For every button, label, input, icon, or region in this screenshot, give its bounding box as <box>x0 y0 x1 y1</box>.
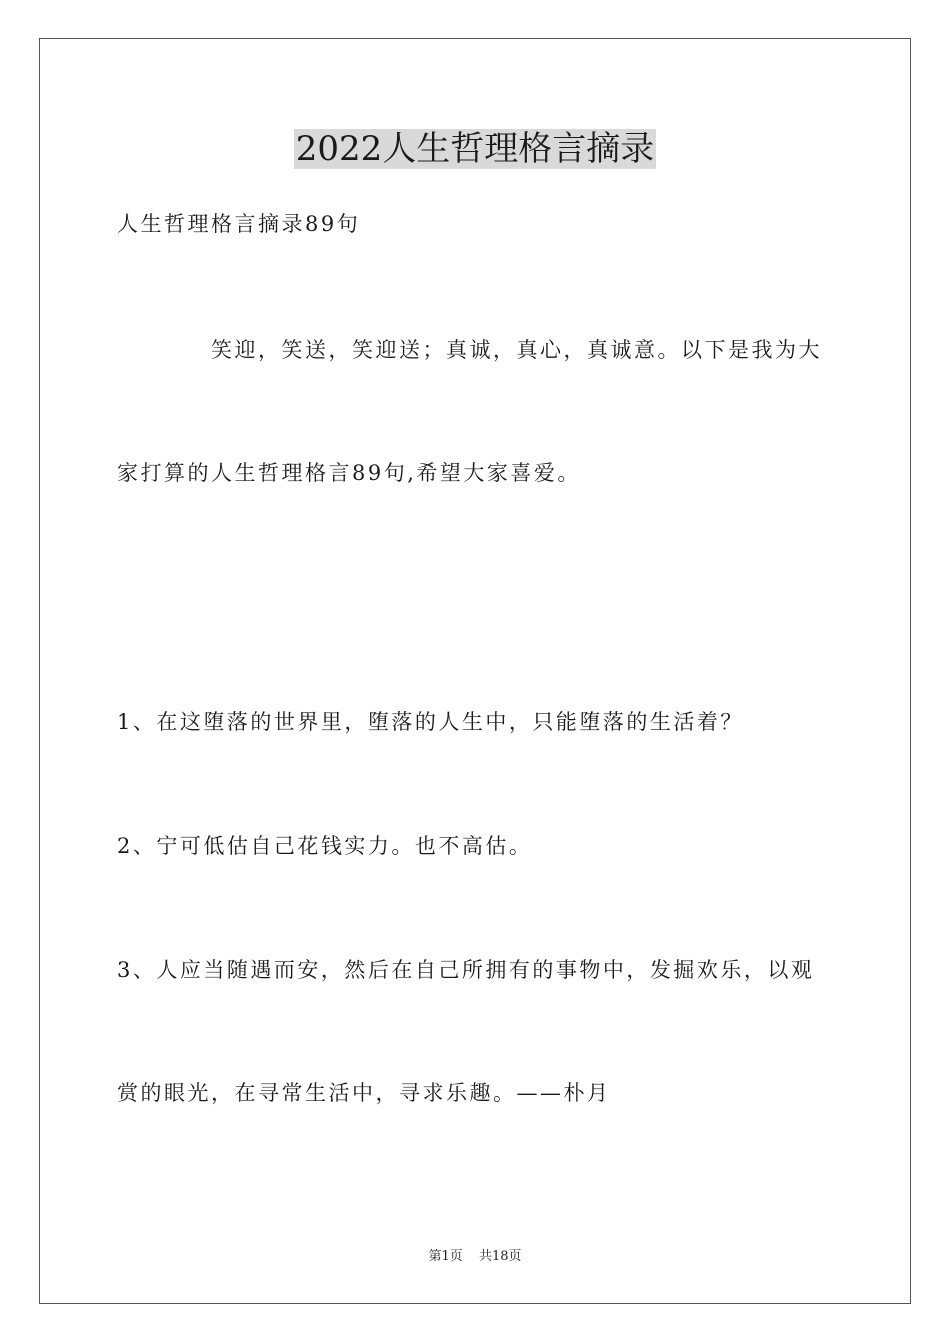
document-title-text: 2022人生哲理格言摘录 <box>295 129 655 169</box>
intro-paragraph-line-2: 家打算的人生哲理格言89句,希望大家喜爱。 <box>117 461 581 485</box>
document-title <box>0 126 950 172</box>
page-number-current: 第1页 <box>428 1249 463 1264</box>
quote-item-2: 2、宁可低估自己花钱实力。也不高估。 <box>117 834 533 858</box>
intro-paragraph-line-1: 笑迎，笑送，笑迎送；真诚，真心，真诚意。以下是我为大 <box>211 338 822 362</box>
quote-item-1: 1、在这堕落的世界里，堕落的人生中，只能堕落的生活着？ <box>117 710 744 734</box>
document-subtitle: 人生哲理格言摘录89句 <box>117 212 361 236</box>
quote-item-3-line-2: 赏的眼光，在寻常生活中，寻求乐趣。——朴月 <box>117 1081 611 1105</box>
quote-item-3-line-1: 3、人应当随遇而安，然后在自己所拥有的事物中，发掘欢乐，以观 <box>117 958 815 982</box>
page-footer <box>0 1248 950 1266</box>
page-number-total: 共18页 <box>478 1249 522 1264</box>
